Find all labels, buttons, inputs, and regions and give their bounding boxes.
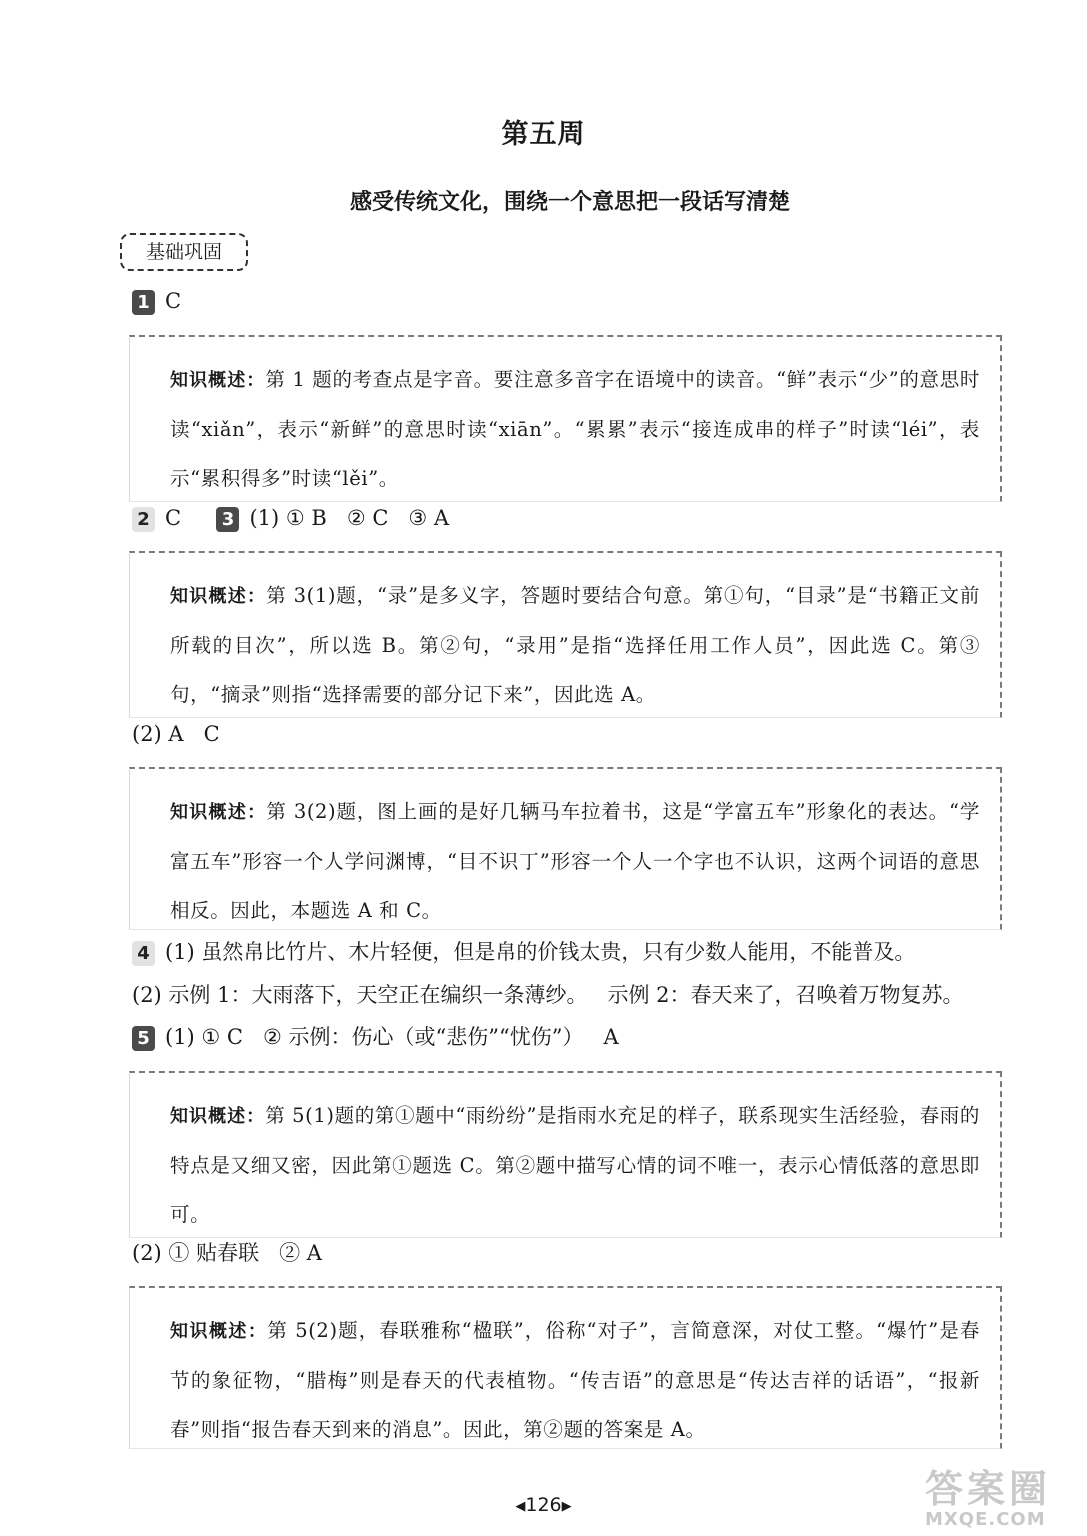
section-tag: 基础巩固 — [120, 233, 248, 271]
knowledge-note-5 — [129, 1286, 1002, 1449]
answer-text: (1) ① C ② 示例：伤心（或“悲伤”“忧伤”） A — [165, 1025, 619, 1049]
question-number-badge: 3 — [216, 507, 239, 532]
knowledge-note-4 — [129, 1071, 1002, 1238]
answer-text: C — [165, 289, 182, 313]
note-label: 知识概述： — [170, 586, 267, 607]
question-number-badge: 2 — [132, 507, 155, 532]
note-text: 第 3(1)题，“录”是多义字，答题时要结合句意。第①句，“目录”是“书籍正文前所载的目次”，所以选 B。第②句，“录用”是指“选择任用工作人员”，因此选 C。第③句，“摘录”则指“选择需要的部分记下来”，因此选 A。 — [170, 584, 981, 706]
knowledge-note-1 — [129, 335, 1002, 502]
knowledge-note-3 — [129, 767, 1002, 930]
week-title: 第五周 — [501, 119, 586, 150]
lesson-subtitle: 感受传统文化，围绕一个意思把一段话写清楚 — [349, 190, 790, 215]
watermark-main: 答案圈 — [925, 1467, 1052, 1511]
answer-q2-q3 — [132, 503, 449, 533]
right-triangle-icon: ▶ — [561, 1499, 572, 1514]
answer-q3-part2: (2) A C — [132, 722, 220, 746]
note-label: 知识概述： — [170, 802, 267, 823]
knowledge-note-2 — [129, 551, 1002, 718]
answer-q5-part2: (2) ① 贴春联 ② A — [132, 1241, 322, 1265]
left-triangle-icon: ◀ — [515, 1499, 526, 1514]
answer-text: C — [165, 506, 182, 530]
answer-text: (1) ① B ② C ③ A — [249, 506, 450, 530]
question-number-badge: 5 — [132, 1026, 155, 1051]
question-number-badge: 4 — [132, 941, 155, 966]
note-text: 第 5(2)题，春联雅称“楹联”，俗称“对子”，言简意深，对仗工整。“爆竹”是春节的象征物，“腊梅”则是春天的代表植物。“传吉语”的意思是“传达吉祥的话语”，“报新春”则指“报告春天到来的消息”。因此，第②题的答案是 A。 — [170, 1319, 980, 1441]
note-text: 第 3(2)题，图上画的是好几辆马车拉着书，这是“学富五车”形象化的表达。“学富五车”形容一个人学问渊博，“目不识丁”形容一个人一个字也不认识，这两个词语的意思相反。因此，本题选 A 和 C。 — [170, 800, 980, 922]
note-label: 知识概述： — [170, 370, 266, 391]
note-text: 第 1 题的考查点是字音。要注意多音字在语境中的读音。“鲜”表示“少”的意思时读“xiǎn”，表示“新鲜”的意思时读“xiān”。“累累”表示“接连成串的样子”时读“léi”，表示“累积得多”时读“lěi”。 — [170, 368, 980, 490]
answer-text: (1) 虽然帛比竹片、木片轻便，但是帛的价钱太贵，只有少数人能用，不能普及。 — [165, 940, 916, 964]
question-number-badge: 1 — [132, 290, 155, 315]
answer-q4 — [132, 937, 915, 967]
page-number: ◀126▶ — [515, 1494, 572, 1516]
answer-q4-part2: (2) 示例 1：大雨落下，天空正在编织一条薄纱。 示例 2：春天来了，召唤着万物复苏。 — [132, 983, 964, 1007]
answer-q1 — [132, 286, 181, 316]
watermark — [925, 1468, 1085, 1534]
note-label: 知识概述： — [170, 1106, 266, 1127]
note-text: 第 5(1)题的第①题中“雨纷纷”是指雨水充足的样子，联系现实生活经验，春雨的特点是又细又密，因此第①题选 C。第②题中描写心情的词不唯一，表示心情低落的意思即可。 — [170, 1104, 980, 1226]
answer-q5 — [132, 1022, 619, 1052]
note-label: 知识概述： — [170, 1321, 268, 1342]
watermark-sub: MXQE.COM — [925, 1509, 1046, 1530]
